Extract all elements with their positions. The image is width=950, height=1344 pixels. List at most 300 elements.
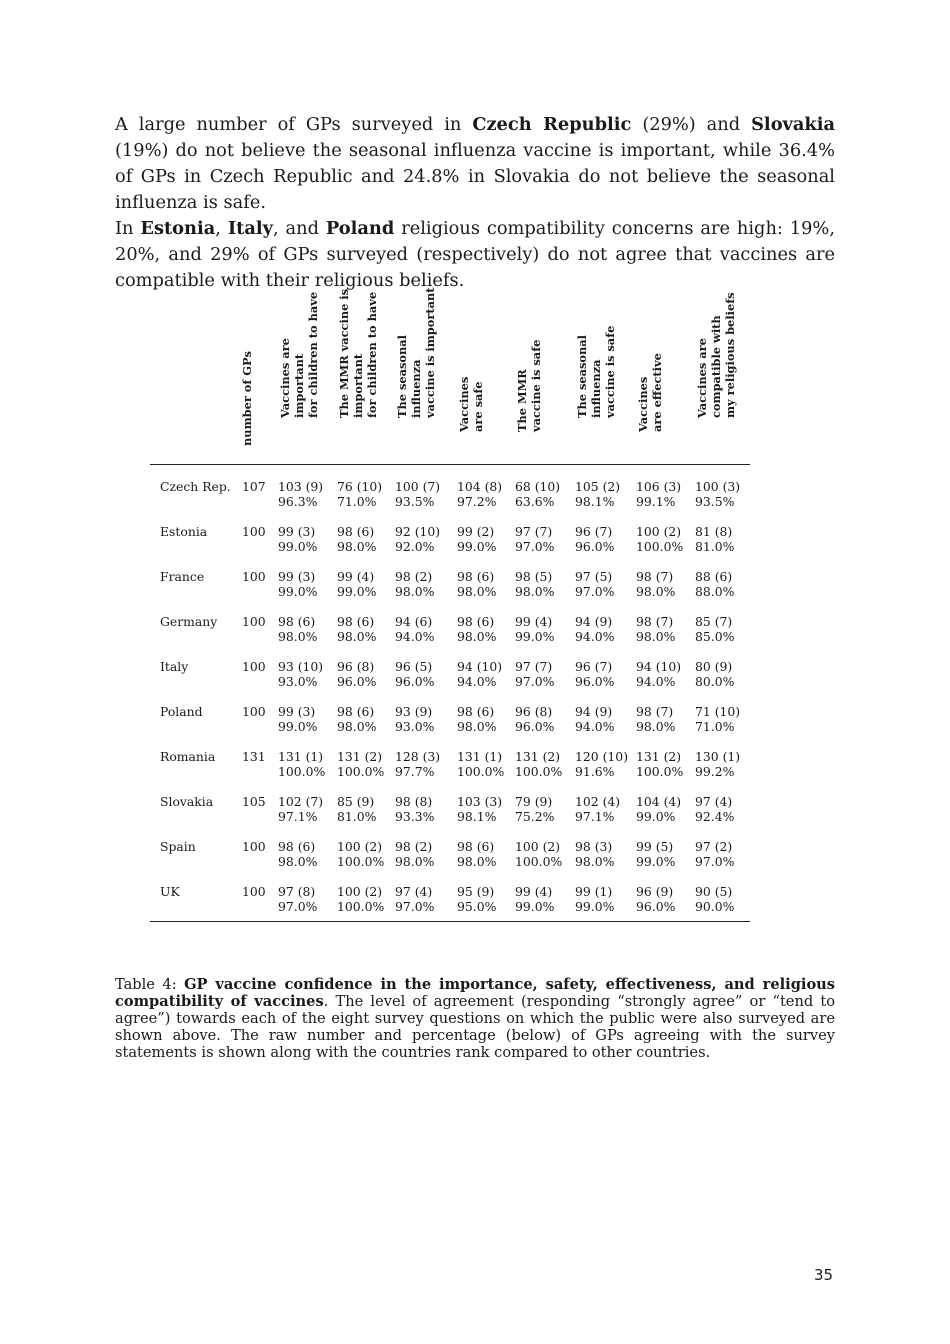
table-caption [115,976,835,1061]
column-header-label [695,292,737,418]
count-rank: 104 (4) [636,794,682,809]
percentage: 71.0% [337,494,377,509]
count-rank: 76 (10) [337,479,383,494]
count-rank: 71 (10) [695,704,741,719]
gp-count-cell: 100 [242,884,266,899]
percentage: 97.0% [395,899,435,914]
count-rank: 96 (7) [575,659,613,674]
table-body [150,465,750,915]
table-row [150,780,750,825]
text-run: religious compatibility concerns are high: 19%, 20%, and 29% of GPs surveyed (respectively) do not agree that vaccines are compatible with their religious beliefs. [115,218,835,291]
gp-count-cell: 131 [242,749,266,764]
value-cell [515,659,554,689]
country-cell: Spain [160,839,196,854]
percentage: 100.0% [337,899,385,914]
percentage: 98.0% [515,584,555,599]
column-header-label [457,306,485,432]
percentage: 99.0% [457,539,497,554]
percentage: 90.0% [695,899,735,914]
value-cell [695,479,740,509]
value-cell [395,479,440,509]
value-cell [395,794,434,824]
country-cell: Italy [160,659,189,674]
percentage: 96.0% [636,899,676,914]
percentage: 96.0% [395,674,435,689]
count-rank: 94 (9) [575,704,613,719]
header-line: Vaccines are [695,338,709,418]
count-rank: 96 (8) [515,704,553,719]
count-rank: 98 (5) [515,569,553,584]
header-line: The seasonal [575,334,589,418]
value-cell [575,569,614,599]
count-rank: 96 (7) [575,524,613,539]
count-rank: 80 (9) [695,659,733,674]
value-cell [395,704,434,734]
count-rank: 99 (2) [457,524,495,539]
value-cell [636,839,675,869]
value-cell [395,749,440,779]
count-rank: 98 (6) [337,524,375,539]
text-run: In [115,218,141,239]
value-cell [636,659,681,689]
value-cell [515,839,562,869]
caption-label: Table 4: [115,976,185,993]
count-rank: 106 (3) [636,479,682,494]
value-cell [575,479,620,509]
percentage: 94.0% [575,629,615,644]
value-cell [636,479,681,509]
country-cell: Czech Rep. [160,479,231,494]
table-row [150,825,750,870]
value-cell [337,569,376,599]
count-rank: 93 (9) [395,704,433,719]
table-header-row [150,287,750,465]
value-cell [695,704,740,734]
value-cell [515,569,554,599]
count-rank: 128 (3) [395,749,441,764]
value-cell [395,884,434,914]
table-row [150,870,750,915]
value-cell [337,884,384,914]
percentage: 96.3% [278,494,318,509]
value-cell [395,569,434,599]
value-cell [278,839,317,869]
column-header-label [337,288,379,418]
value-cell [337,794,376,824]
value-cell [278,569,317,599]
count-rank: 98 (2) [395,839,433,854]
percentage: 99.0% [636,809,676,824]
value-cell [337,749,384,779]
percentage: 85.0% [695,629,735,644]
value-cell [636,614,675,644]
value-cell [337,659,376,689]
paragraph-religious [115,216,835,294]
percentage: 98.0% [457,854,497,869]
percentage: 99.0% [515,899,555,914]
count-rank: 97 (7) [515,659,553,674]
header-line: for children to have [306,291,320,418]
percentage: 81.0% [695,539,735,554]
value-cell [278,479,323,509]
column-header [575,325,625,460]
count-rank: 94 (10) [636,659,682,674]
count-rank: 102 (4) [575,794,621,809]
count-rank: 98 (6) [278,839,316,854]
column-header [457,334,507,460]
value-cell [695,794,734,824]
value-cell [636,569,675,599]
header-line: number of GPs [240,351,254,446]
percentage: 99.0% [278,584,318,599]
value-cell [575,749,628,779]
percentage: 100.0% [515,764,563,779]
percentage: 98.1% [575,494,615,509]
value-cell [695,614,734,644]
percentage: 97.0% [695,854,735,869]
value-cell [515,524,554,554]
value-cell [636,794,681,824]
paragraph-czech-slovakia [115,112,835,216]
caption-text: . The level of agreement (responding “strongly agree” or “tend to agree”) towards each of the eight survey questions on which the public were also surveyed are shown above. The raw number and percentage (below) of GPs agreeing with the survey statements is shown along with the countries rank compared to other countries. [115,993,835,1061]
percentage: 99.0% [278,719,318,734]
count-rank: 99 (5) [636,839,674,854]
count-rank: 97 (8) [278,884,316,899]
text-run: , and [272,218,326,239]
count-rank: 90 (5) [695,884,733,899]
percentage: 99.0% [278,539,318,554]
percentage: 99.0% [575,899,615,914]
count-rank: 99 (4) [337,569,375,584]
percentage: 99.1% [636,494,676,509]
count-rank: 103 (9) [278,479,324,494]
column-header [636,334,686,460]
percentage: 100.0% [457,764,505,779]
percentage: 98.0% [337,629,377,644]
percentage: 100.0% [636,764,684,779]
count-rank: 98 (8) [395,794,433,809]
value-cell [575,884,614,914]
gp-count-cell: 107 [242,479,266,494]
gp-count-cell: 100 [242,614,266,629]
percentage: 94.0% [636,674,676,689]
column-header [515,334,565,460]
count-rank: 97 (4) [395,884,433,899]
header-line: The MMR vaccine is [337,288,351,418]
header-line: vaccine is safe [529,339,543,432]
value-cell [457,659,502,689]
percentage: 97.0% [278,899,318,914]
percentage: 75.2% [515,809,555,824]
header-line: Vaccines are [278,338,292,418]
header-line: Vaccines [636,376,650,432]
value-cell [278,749,325,779]
value-cell [636,749,683,779]
value-cell [457,794,502,824]
percentage: 98.0% [395,584,435,599]
count-rank: 100 (2) [337,839,383,854]
header-line: important [292,353,306,418]
vaccine-confidence-table [150,287,750,922]
value-cell [278,524,317,554]
count-rank: 120 (10) [575,749,629,764]
percentage: 97.1% [278,809,318,824]
value-cell [695,839,734,869]
percentage: 93.5% [395,494,435,509]
percentage: 94.0% [457,674,497,689]
count-rank: 100 (2) [636,524,682,539]
bold-run: Slovakia [751,114,835,135]
value-cell [457,749,504,779]
count-rank: 99 (4) [515,884,553,899]
value-cell [695,659,734,689]
value-cell [395,614,434,644]
count-rank: 85 (7) [695,614,733,629]
count-rank: 94 (9) [575,614,613,629]
count-rank: 96 (5) [395,659,433,674]
percentage: 98.0% [337,719,377,734]
count-rank: 97 (4) [695,794,733,809]
value-cell [457,569,496,599]
percentage: 98.0% [457,584,497,599]
value-cell [636,884,675,914]
header-line: are effective [650,353,664,432]
count-rank: 105 (2) [575,479,621,494]
gp-count-cell: 100 [242,659,266,674]
count-rank: 104 (8) [457,479,503,494]
percentage: 99.0% [636,854,676,869]
count-rank: 94 (10) [457,659,503,674]
value-cell [575,659,614,689]
value-cell [457,839,496,869]
percentage: 98.0% [636,719,676,734]
table-row [150,690,750,735]
value-cell [337,524,376,554]
column-header-label [636,306,664,432]
count-rank: 98 (6) [457,614,495,629]
count-rank: 94 (6) [395,614,433,629]
country-cell: France [160,569,205,584]
value-cell [636,704,675,734]
percentage: 97.0% [515,539,555,554]
percentage: 63.6% [515,494,555,509]
percentage: 100.0% [278,764,326,779]
gp-count-cell: 100 [242,704,266,719]
count-rank: 102 (7) [278,794,324,809]
country-cell: Germany [160,614,218,629]
count-rank: 92 (10) [395,524,441,539]
percentage: 98.0% [575,854,615,869]
percentage: 92.4% [695,809,735,824]
count-rank: 131 (1) [278,749,324,764]
column-header-label [515,306,543,432]
value-cell [515,614,554,644]
gp-count-cell: 105 [242,794,266,809]
header-line: influenza [589,359,603,418]
country-cell: Poland [160,704,203,719]
text-run: A large number of GPs surveyed in [115,114,473,135]
count-rank: 81 (8) [695,524,733,539]
percentage: 97.2% [457,494,497,509]
value-cell [515,749,562,779]
percentage: 99.2% [695,764,735,779]
header-line: vaccine is safe [603,325,617,418]
value-cell [457,884,496,914]
count-rank: 100 (2) [337,884,383,899]
count-rank: 98 (6) [337,704,375,719]
count-rank: 99 (3) [278,569,316,584]
percentage: 98.0% [457,719,497,734]
value-cell [457,704,496,734]
percentage: 94.0% [575,719,615,734]
percentage: 96.0% [515,719,555,734]
count-rank: 98 (7) [636,614,674,629]
column-header-label [240,320,254,446]
column-header [395,287,445,460]
count-rank: 100 (3) [695,479,741,494]
gp-count-cell: 100 [242,524,266,539]
value-cell [515,884,554,914]
percentage: 100.0% [337,854,385,869]
percentage: 96.0% [575,674,615,689]
value-cell [337,704,376,734]
count-rank: 99 (1) [575,884,613,899]
count-rank: 98 (7) [636,704,674,719]
table-row [150,555,750,600]
column-header-label [575,292,617,418]
count-rank: 98 (6) [457,839,495,854]
percentage: 93.0% [278,674,318,689]
count-rank: 131 (1) [457,749,503,764]
column-header [278,291,328,460]
percentage: 100.0% [337,764,385,779]
percentage: 99.0% [515,629,555,644]
value-cell [695,524,734,554]
count-rank: 85 (9) [337,794,375,809]
percentage: 91.6% [575,764,615,779]
count-rank: 98 (6) [337,614,375,629]
percentage: 97.0% [575,584,615,599]
value-cell [515,704,554,734]
percentage: 98.0% [457,629,497,644]
percentage: 94.0% [395,629,435,644]
header-line: compatible with [709,315,723,418]
percentage: 71.0% [695,719,735,734]
count-rank: 130 (1) [695,749,741,764]
count-rank: 131 (2) [515,749,561,764]
value-cell [278,659,323,689]
percentage: 98.0% [337,539,377,554]
percentage: 100.0% [515,854,563,869]
value-cell [457,614,496,644]
text-run: (29%) and [631,114,752,135]
column-header-label [395,287,437,418]
text-run: (19%) do not believe the seasonal influenza vaccine is important, while 36.4% of GPs in Czech Republic and 24.8% in Slovakia do not believe the seasonal influenza is safe. [115,140,835,213]
percentage: 97.1% [575,809,615,824]
country-cell: Estonia [160,524,208,539]
percentage: 93.3% [395,809,435,824]
percentage: 98.0% [278,854,318,869]
count-rank: 98 (3) [575,839,613,854]
count-rank: 99 (3) [278,524,316,539]
value-cell [515,794,554,824]
value-cell [278,884,317,914]
column-header-label [278,292,320,418]
count-rank: 131 (2) [636,749,682,764]
count-rank: 96 (8) [337,659,375,674]
count-rank: 103 (3) [457,794,503,809]
text-run: , [215,218,228,239]
value-cell [278,704,317,734]
value-cell [575,704,614,734]
value-cell [575,839,614,869]
value-cell [575,524,614,554]
header-line: for children to have [365,291,379,418]
gp-count-cell: 100 [242,569,266,584]
table-bottom-rule [150,915,750,922]
value-cell [337,479,382,509]
count-rank: 88 (6) [695,569,733,584]
table-row [150,510,750,555]
percentage: 92.0% [395,539,435,554]
country-cell: Slovakia [160,794,214,809]
count-rank: 95 (9) [457,884,495,899]
value-cell [278,794,323,824]
percentage: 98.0% [636,584,676,599]
percentage: 99.0% [337,584,377,599]
country-cell: Romania [160,749,216,764]
percentage: 80.0% [695,674,735,689]
percentage: 93.0% [395,719,435,734]
header-line: influenza [409,359,423,418]
count-rank: 98 (6) [457,704,495,719]
count-rank: 98 (6) [457,569,495,584]
page-number: 35 [814,1266,834,1284]
percentage: 93.5% [695,494,735,509]
count-rank: 96 (9) [636,884,674,899]
count-rank: 79 (9) [515,794,553,809]
bold-run: Estonia [140,218,216,239]
value-cell [695,749,740,779]
count-rank: 98 (2) [395,569,433,584]
count-rank: 68 (10) [515,479,561,494]
count-rank: 97 (5) [575,569,613,584]
percentage: 98.0% [395,854,435,869]
header-line: Vaccines [457,376,471,432]
header-line: are safe [471,381,485,432]
value-cell [457,524,496,554]
header-line: my religious beliefs [723,292,737,418]
header-line: The MMR [515,369,529,432]
caption-title: GP vaccine confidence in the importance, safety, effectiveness, and religious compatibility of vaccines [115,976,835,1010]
table-row [150,645,750,690]
bold-run: Italy [227,218,273,239]
table-row [150,735,750,780]
column-header [337,288,387,460]
value-cell [636,524,683,554]
percentage: 97.0% [515,674,555,689]
count-rank: 98 (6) [278,614,316,629]
header-line: The seasonal [395,334,409,418]
count-rank: 99 (3) [278,704,316,719]
count-rank: 99 (4) [515,614,553,629]
country-cell: UK [160,884,180,899]
count-rank: 131 (2) [337,749,383,764]
percentage: 96.0% [575,539,615,554]
value-cell [395,659,434,689]
value-cell [575,794,620,824]
count-rank: 97 (2) [695,839,733,854]
